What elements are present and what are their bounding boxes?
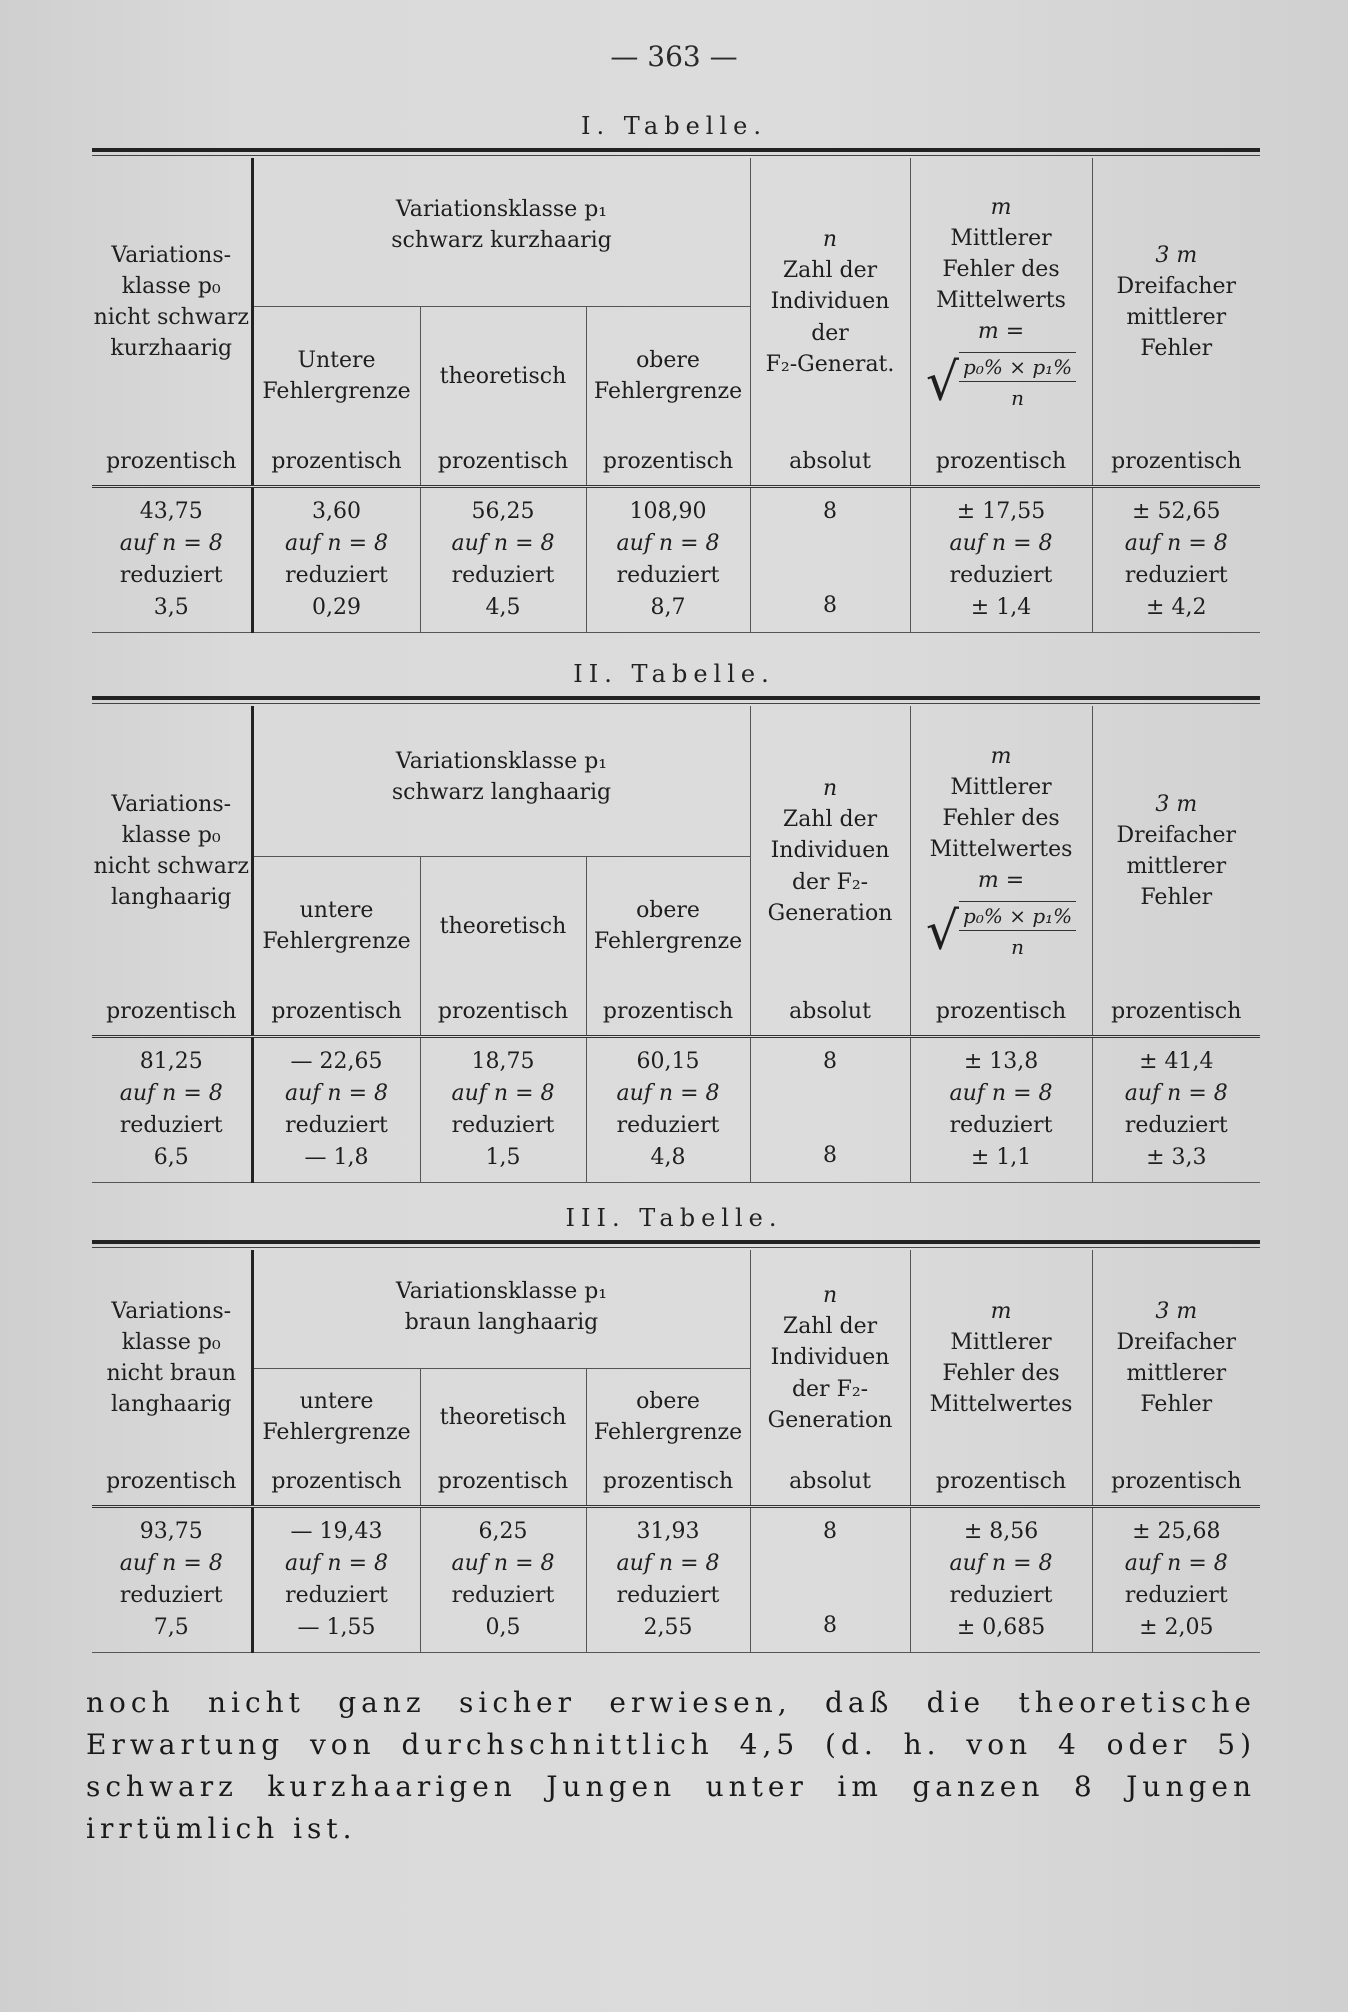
col-3m-header: 3 m Dreifacher mittlerer Fehler — [1116, 791, 1237, 911]
col-theoretical-header: theoretisch — [420, 1368, 586, 1466]
data-cell: 31,93 auf n = 8 reduziert 2,55 — [586, 1507, 750, 1653]
data-cell: ± 17,55 auf n = 8 reduziert ± 1,4 — [910, 487, 1092, 633]
sqrt-formula: √ $\frac{\text{p₀\% × p₁\%}}{n}$ — [926, 352, 1076, 413]
table-1-title: I. Tabelle. — [581, 112, 767, 140]
col-lower-limit-header: Untere Fehlergrenze — [252, 306, 420, 446]
col-theoretical-header: theoretisch — [420, 306, 586, 446]
data-cell: 8 8 — [750, 1507, 910, 1653]
unit-label: absolut — [750, 446, 910, 487]
unit-label: prozentisch — [252, 996, 420, 1037]
unit-label: prozentisch — [1111, 449, 1242, 474]
data-cell: ± 13,8 auf n = 8 reduziert ± 1,1 — [910, 1037, 1092, 1183]
unit-label: prozentisch — [252, 446, 420, 487]
data-cell: ± 52,65 auf n = 8 reduziert ± 4,2 — [1092, 487, 1260, 633]
table-2 — [92, 706, 1260, 1183]
col-upper-limit-header: obere Fehlergrenze — [586, 1368, 750, 1466]
table-3-title: III. Tabelle. — [565, 1204, 783, 1232]
table-1-top-rule — [92, 148, 1260, 156]
col-upper-limit-header: obere Fehlergrenze — [586, 306, 750, 446]
col-p0-header: Variations- klasse p₀ nicht schwarz kurzhaarig — [92, 158, 252, 446]
col-n-header: n Zahl der Individuen der F₂-Generat. — [750, 158, 910, 446]
unit-label: absolut — [750, 1466, 910, 1507]
unit-label: prozentisch — [92, 446, 252, 487]
col-n-header: n Zahl der Individuen der F₂- Generation — [750, 1250, 910, 1466]
col-p0-header: Variations- klasse p₀ nicht schwarz langhaarig — [92, 706, 252, 996]
col-p1-group-header: Variationsklasse p₁ schwarz langhaarig — [252, 706, 750, 856]
unit-label: prozentisch — [910, 446, 1092, 487]
table-3 — [92, 1250, 1260, 1653]
col-m-header: m Mittlerer Fehler des Mittelwertes — [910, 1250, 1092, 1466]
data-cell: — 19,43 auf n = 8 reduziert — 1,55 — [252, 1507, 420, 1653]
unit-label: prozentisch — [586, 446, 750, 487]
col-m-header: m Mittlerer Fehler des Mittelwerts m = √ $\frac{\text{p₀\% × p₁\%}}{n}$ — [910, 158, 1092, 446]
data-cell: 8 8 — [750, 1037, 910, 1183]
data-cell: 3,60 auf n = 8 reduziert 0,29 — [252, 487, 420, 633]
unit-label: prozentisch — [1111, 1469, 1242, 1494]
col-p1-group-header: Variationsklasse p₁ schwarz kurzhaarig — [252, 158, 750, 306]
table-2-top-rule — [92, 696, 1260, 704]
data-cell: 108,90 auf n = 8 reduziert 8,7 — [586, 487, 750, 633]
data-cell: 8 8 — [750, 487, 910, 633]
col-3m-header: 3 m Dreifacher mittlerer Fehler — [1116, 1298, 1237, 1418]
unit-label: prozentisch — [910, 996, 1092, 1037]
unit-label: prozentisch — [586, 1466, 750, 1507]
col-3m-header: 3 m Dreifacher mittlerer Fehler — [1116, 242, 1237, 362]
unit-label: absolut — [750, 996, 910, 1037]
unit-label: prozentisch — [910, 1466, 1092, 1507]
unit-label: prozentisch — [1111, 999, 1242, 1024]
unit-label: prozentisch — [92, 1466, 252, 1507]
unit-label: prozentisch — [92, 996, 252, 1037]
col-upper-limit-header: obere Fehlergrenze — [586, 856, 750, 996]
body-paragraph: noch nicht ganz sicher erwiesen, daß die theoretische Erwartung von durchschnittlich 4,5 (d. h. von 4 oder 5) schwarz kurzhaarigen Jungen unter im ganzen 8 Jungen irrtümlich ist. — [86, 1686, 1256, 1845]
unit-label: prozentisch — [586, 996, 750, 1037]
data-cell: ± 8,56 auf n = 8 reduziert ± 0,685 — [910, 1507, 1092, 1653]
col-lower-limit-header: untere Fehlergrenze — [252, 1368, 420, 1466]
table-row — [92, 487, 1260, 633]
col-lower-limit-header: untere Fehlergrenze — [252, 856, 420, 996]
col-m-header: m Mittlerer Fehler des Mittelwertes m = √ $\frac{\text{p₀\% × p₁\%}}{n}$ — [910, 706, 1092, 996]
data-cell: 6,25 auf n = 8 reduziert 0,5 — [420, 1507, 586, 1653]
table-2-title: II. Tabelle. — [573, 660, 775, 688]
unit-label: prozentisch — [420, 1466, 586, 1507]
table-1 — [92, 158, 1260, 633]
col-p1-group-header: Variationsklasse p₁ braun langhaarig — [252, 1250, 750, 1368]
unit-label: prozentisch — [252, 1466, 420, 1507]
data-cell: 93,75 auf n = 8 reduziert 7,5 — [92, 1507, 252, 1653]
data-cell: 18,75 auf n = 8 reduziert 1,5 — [420, 1037, 586, 1183]
unit-label: prozentisch — [420, 446, 586, 487]
data-cell: 60,15 auf n = 8 reduziert 4,8 — [586, 1037, 750, 1183]
table-3-top-rule — [92, 1240, 1260, 1248]
data-cell: ± 25,68 auf n = 8 reduziert ± 2,05 — [1092, 1507, 1260, 1653]
data-cell: ± 41,4 auf n = 8 reduziert ± 3,3 — [1092, 1037, 1260, 1183]
data-cell: 56,25 auf n = 8 reduziert 4,5 — [420, 487, 586, 633]
col-n-header: n Zahl der Individuen der F₂- Generation — [750, 706, 910, 996]
data-cell: — 22,65 auf n = 8 reduziert — 1,8 — [252, 1037, 420, 1183]
col-theoretical-header: theoretisch — [420, 856, 586, 996]
table-row — [92, 1037, 1260, 1183]
page-number: — 363 — — [610, 40, 738, 73]
data-cell: 43,75 auf n = 8 reduziert 3,5 — [92, 487, 252, 633]
col-p0-header: Variations- klasse p₀ nicht braun langhaarig — [92, 1250, 252, 1466]
data-cell: 81,25 auf n = 8 reduziert 6,5 — [92, 1037, 252, 1183]
table-row — [92, 1507, 1260, 1653]
unit-label: prozentisch — [420, 996, 586, 1037]
sqrt-formula: √ $\frac{\text{p₀\% × p₁\%}}{n}$ — [926, 901, 1076, 962]
